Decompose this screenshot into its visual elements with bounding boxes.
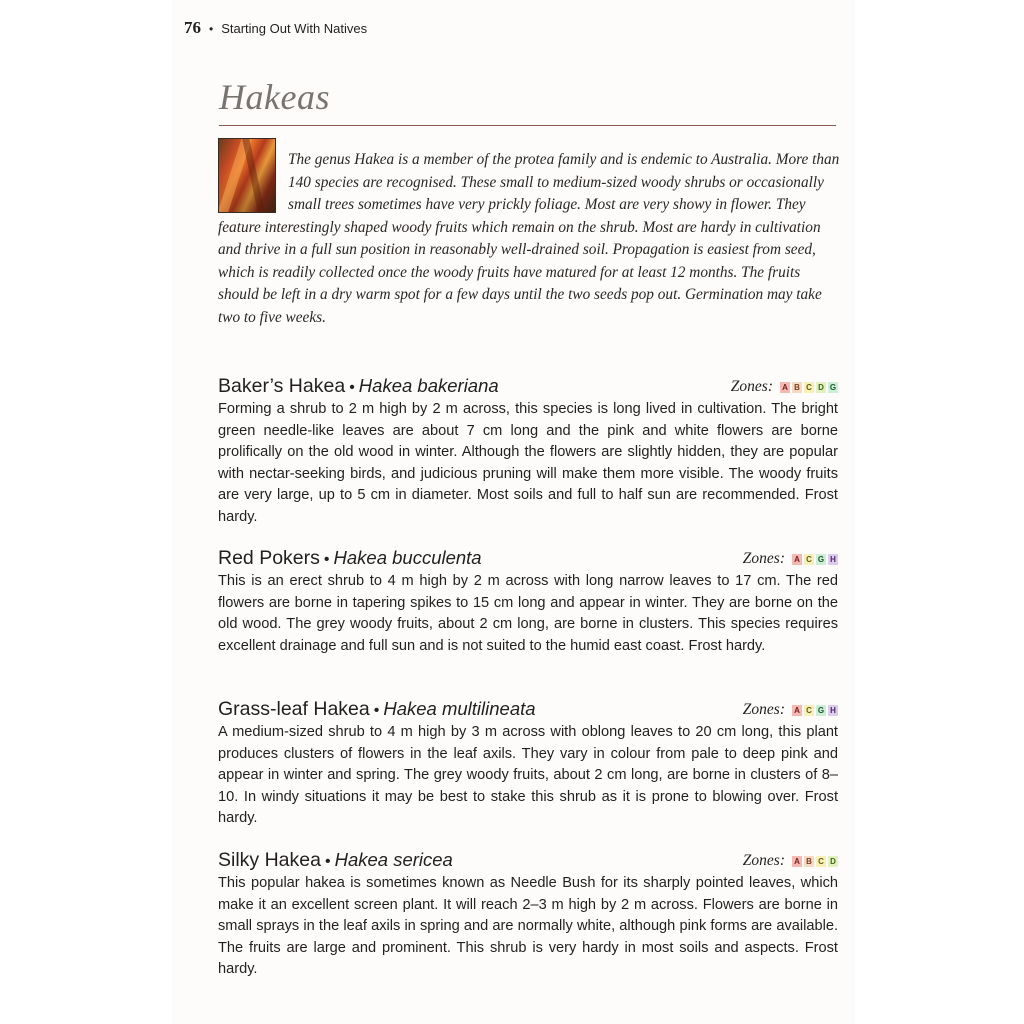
running-title: Starting Out With Natives <box>221 21 368 36</box>
zone-badge: G <box>829 382 837 392</box>
entry-title <box>218 698 536 721</box>
zone-badge: C <box>804 382 814 393</box>
entry-description: Forming a shrub to 2 m high by 2 m across, this species is long lived in cultivation. The bright green needle-like leaves are about 7 cm long and the pink and white flowers are borne prolifically on the old wood in winter. Although the flowers are slightly hidden, they are popular with nectar-seeking birds, and judicious pruning will make them more visible. The woody fruits are very large, up to 5 cm in diameter. Most soils and full to half sun are recommended. Frost hardy. <box>218 401 838 525</box>
zones <box>743 852 838 870</box>
zone-badge: H <box>828 705 838 716</box>
zones-label: Zones: <box>730 378 773 395</box>
common-name: Red Pokers <box>218 547 320 569</box>
photo-wrap-spacer <box>218 149 288 215</box>
zones <box>731 378 838 396</box>
zones <box>743 701 838 719</box>
zone-badge: C <box>816 856 826 867</box>
zone-badge: G <box>817 705 825 715</box>
intro-text: The genus Hakea is a member of the protea family and is endemic to Australia. More than 140 species are recognised. These small to medium-sized woody shrubs or occasionally small trees sometimes have very prickly foliage. Most are very showy in flower. They feature interestingly shaped woody fruits which remain on the shrub. Most are hardy in cultivation and thrive in a full sun position in reasonably well-drained soil. Propagation is easiest from seed, which is readily collected once the woody fruits have matured for at least 12 months. The fruits should be left in a dry warm spot for a few days until the two seeds pop out. Germination may take two to five weeks. <box>218 151 840 326</box>
entry-heading <box>218 848 838 872</box>
entry-heading <box>218 546 838 570</box>
zone-badge: B <box>804 856 814 867</box>
zone-badge: G <box>817 554 825 564</box>
name-separator: • <box>349 379 355 396</box>
zone-badge: C <box>804 554 814 565</box>
zone-badge: D <box>816 382 826 393</box>
zone-badge: A <box>792 856 802 867</box>
common-name: Grass-leaf Hakea <box>218 698 370 720</box>
header-separator: • <box>209 22 214 36</box>
latin-name: Hakea bucculenta <box>333 547 482 568</box>
entry-heading <box>218 697 838 721</box>
entry-title <box>218 375 499 398</box>
zone-badge: A <box>792 554 802 565</box>
zone-badge: D <box>828 856 838 867</box>
common-name: Baker’s Hakea <box>218 375 346 397</box>
zones-label: Zones: <box>742 701 785 718</box>
zones-label: Zones: <box>742 550 785 567</box>
intro-paragraph <box>218 149 840 329</box>
entry-title <box>218 547 482 570</box>
common-name: Silky Hakea <box>218 849 321 871</box>
zone-badge: A <box>792 705 802 716</box>
title-rule <box>219 125 836 126</box>
name-separator: • <box>323 551 330 568</box>
name-separator: • <box>373 702 380 719</box>
zone-badge: B <box>792 382 802 393</box>
section-title: Hakeas <box>219 77 330 117</box>
page-header <box>184 18 367 38</box>
page-number: 76 <box>184 18 201 37</box>
entry-title <box>218 849 453 872</box>
latin-name: Hakea bakeriana <box>358 375 499 396</box>
entry-heading <box>218 374 838 398</box>
zone-badge: A <box>780 382 790 393</box>
zone-badge: H <box>828 554 838 565</box>
entry-description: A medium-sized shrub to 4 m high by 3 m across with oblong leaves to 20 cm long, this plant produces clusters of flowers in the leaf axils. They vary in colour from pale to deep pink and appear in winter and spring. The grey woody fruits, about 2 cm long, are borne in clusters of 8–10. In windy situations it may be best to stake this shrub as it is prone to blowing over. Frost hardy. <box>218 724 838 827</box>
latin-name: Hakea sericea <box>334 849 453 870</box>
latin-name: Hakea multilineata <box>383 698 536 719</box>
zones-label: Zones: <box>742 852 785 869</box>
entry-description: This is an erect shrub to 4 m high by 2 m across with long narrow leaves to 17 cm. The red flowers are borne in tapering spikes to 15 cm long and appear in winter. They are borne on the old wood. The grey woody fruits, about 2 cm long, are borne in clusters. This species requires excellent drainage and full sun and is not suited to the humid east coast. Frost hardy. <box>218 573 838 654</box>
entry-description: This popular hakea is sometimes known as Needle Bush for its sharply pointed leaves, which make it an excellent screen plant. It will reach 2–3 m high by 2 m across. Flowers are borne in small sprays in the leaf axils in spring and are normally white, although pink forms are available. The fruits are large and prominent. This shrub is very hardy in most soils and aspects. Frost hardy. <box>218 875 838 978</box>
zone-badge: C <box>804 705 814 716</box>
name-separator: • <box>324 853 331 870</box>
zones <box>743 550 838 568</box>
